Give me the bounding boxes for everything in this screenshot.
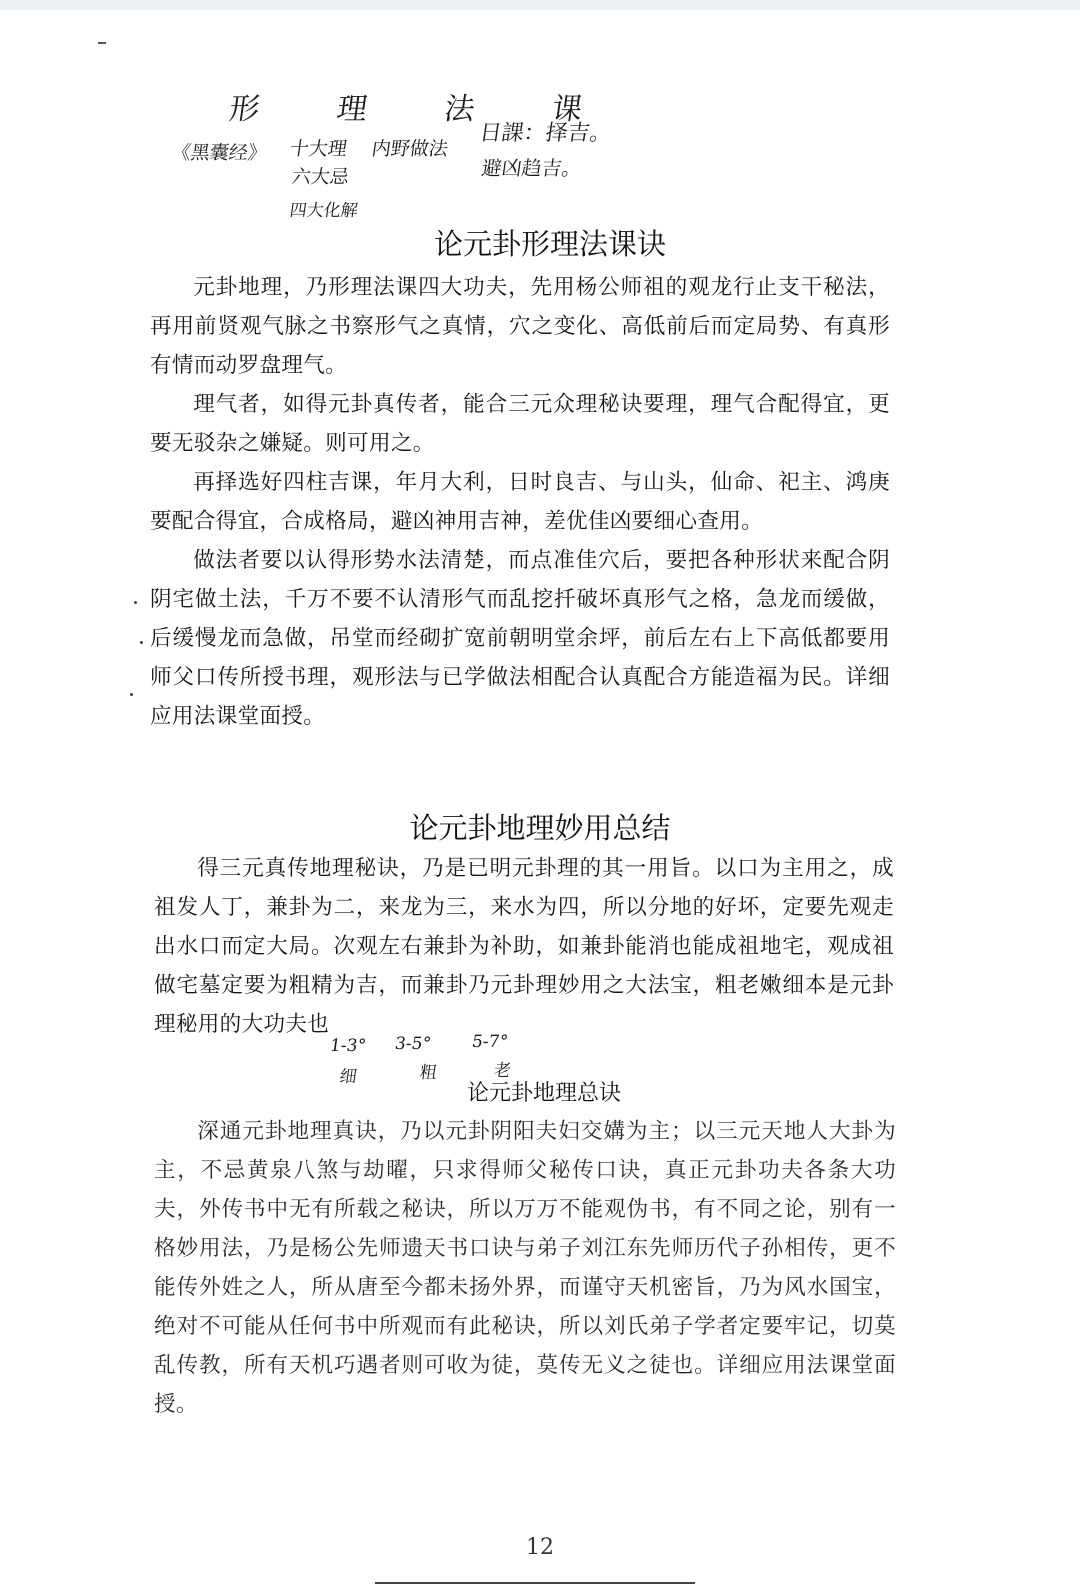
section-title-1: 论元卦形理法课诀 — [433, 227, 666, 261]
handwritten-book-title: 《黑囊经》 — [170, 142, 269, 164]
bottom-rule — [375, 1582, 695, 1584]
handwritten-note-col1-2: 六大忌 — [290, 166, 351, 188]
handwritten-note-col1-3: 四大化解 — [288, 201, 360, 221]
handwritten-note-right-2: 避凶趋吉。 — [480, 156, 584, 180]
handwritten-heading: 形 理 法 课 — [227, 92, 619, 127]
handwritten-note-right-1: 日課：择吉。 — [477, 121, 614, 146]
section1-paragraph-3: 再择选好四柱吉课，年月大利，日时良吉、与山头，仙命、祀主、鸿庚要配合得宜，合成格局，避凶神用吉神，差优佳凶要细心查用。 — [150, 470, 890, 534]
section3-paragraph-1: 深通元卦地理真诀，乃以元卦阴阳夫妇交媾为主；以三元天地人大卦为主，不忌黄泉八煞与劫曜，只求得师父秘传口诀，真正元卦功夫各条大功夫，外传书中无有所载之秘诀，所以万万不能观伪书，有不同之论，别有一格妙用法，乃是杨公先师遗天书口诀与弟子刘江东先师历代子孙相传，更不能传外姓之人，所从唐至今都未扬外界，而谨守天机密旨，乃为风水国宝，绝对不可能从任何书中所观而有此秘诀，所以刘氏弟子学者定要牢记，切莫乱传教，所有天机巧遇者则可收为徒，莫传无义之徒也。详细应用法课堂面授。 — [154, 1119, 896, 1417]
margin-mark — [98, 42, 106, 44]
annotation-label-2: 粗 — [418, 1063, 439, 1083]
annotation-range-3: 5-7° — [470, 1032, 510, 1052]
scan-top-band — [0, 0, 1080, 10]
section2-paragraph-1: 得三元真传地理秘诀，乃是已明元卦理的其一用旨。以口为主用之，成祖发人丁，兼卦为二，来龙为三，来水为四，所以分地的好坏，定要先观走出水口而定大局。次观左右兼卦为补助，如兼卦能消也能成祖地宅，观成祖做宅墓定要为粗精为吉，而兼卦乃元卦理妙用之大法宝，粗老嫩细本是元卦理秘用的大功夫也 — [154, 856, 894, 1037]
margin-speck — [134, 601, 137, 604]
annotation-label-1: 细 — [338, 1067, 359, 1087]
margin-speck — [130, 693, 133, 696]
section1-paragraph-4: 做法者要以认得形势水法清楚，而点准佳穴后，要把各种形状来配合阴阴宅做土法，千万不要不认清形气而乱挖扦破坏真形气之格，急龙而缓做，后缓慢龙而急做，吊堂而经砌扩宽前朝明堂余坪，前后左右上下高低都要用师父口传所授书理，观形法与已学做法相配合认真配合方能造福为民。详细应用法课堂面授。 — [150, 548, 890, 729]
handwritten-note-col2: 内野做法 — [370, 138, 450, 160]
section-title-3: 论元卦地理总诀 — [466, 1081, 621, 1106]
annotation-range-1: 1-3° — [328, 1036, 368, 1056]
margin-speck — [140, 641, 143, 644]
section1-paragraph-1: 元卦地理，乃形理法课四大功夫，先用杨公师祖的观龙行止支干秘法，再用前贤观气脉之书察形气之真情，穴之变化、高低前后而定局势、有真形有情而动罗盘理气。 — [150, 275, 890, 378]
section1-paragraph-2: 理气者，如得元卦真传者，能合三元众理秘诀要理，理气合配得宜，更要无驳杂之嫌疑。则可用之。 — [150, 392, 890, 456]
handwritten-note-col1-1: 十大理 — [288, 138, 349, 160]
section-title-2: 论元卦地理妙用总结 — [409, 811, 671, 845]
annotation-range-2: 3-5° — [393, 1034, 433, 1054]
annotation-label-3: 老 — [492, 1061, 513, 1081]
page-number: 12 — [526, 1535, 554, 1560]
